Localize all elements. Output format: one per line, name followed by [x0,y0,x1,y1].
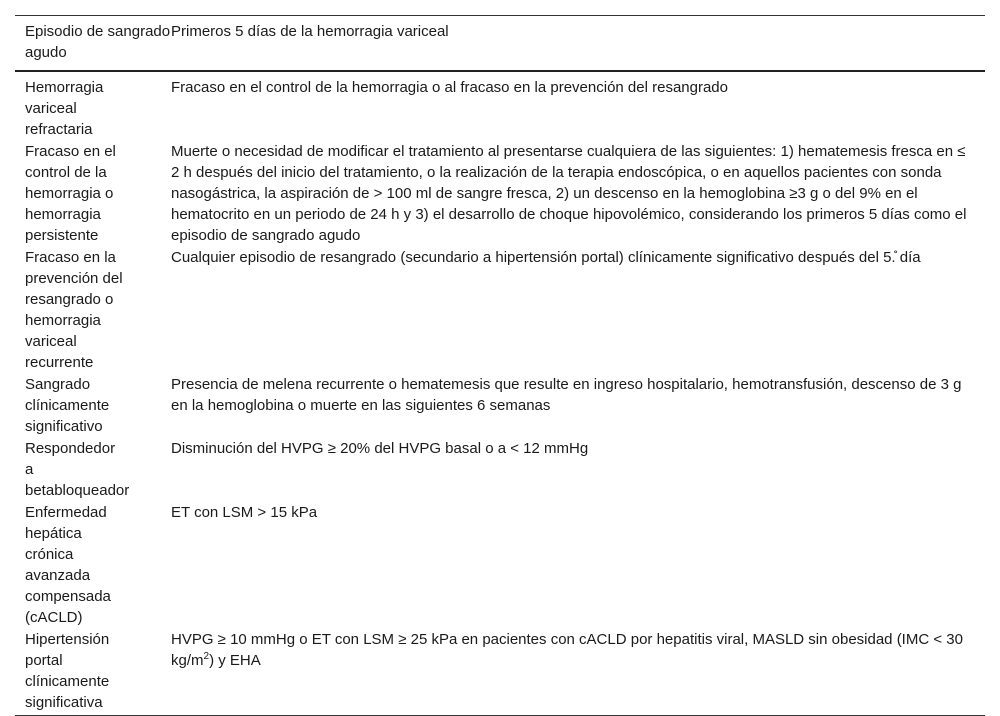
row-definition: Cualquier episodio de resangrado (secundario a hipertensión portal) clínicamente significativo después del 5.̊ día [171,249,921,266]
table-row [15,437,985,501]
table-row [15,246,985,373]
row-definition: Muerte o necesidad de modificar el tratamiento al presentarse cualquiera de las siguientes: 1) hematemesis fresca en ≤ 2 h después del inicio del tratamiento, o la realización de la terapia endoscópica, o en aquellos pacientes con sonda nasogástrica, la aspiración de > 100 ml de sangre fresca, 2) un descenso en la hemoglobina ≥3 g o del 9% en el hematocrito en un periodo de 24 h y 3) el desarrollo de choque hipovolémico, considerando los primeros 5 días como el episodio de sangrado agudo [171,143,967,244]
header-term: Episodio de sangrado agudo [25,23,171,61]
table-row [15,74,985,140]
table-header-row [15,16,985,72]
table-row [15,501,985,628]
row-term: Fracaso en el control de la hemorragia o hemorragia persistente [25,143,116,244]
row-term: Sangrado clínicamente significativo [25,376,110,435]
row-term: Hemorragia variceal refractaria [25,79,104,138]
row-definition: Presencia de melena recurrente o hematemesis que resulte en ingreso hospitalario, hemotransfusión, descenso de 3 g en la hemoglobina o muerte en las siguientes 6 semanas [171,376,962,414]
definitions-table [15,15,985,716]
row-term: Hipertensión portal clínicamente significativa [25,631,110,711]
row-definition: Fracaso en el control de la hemorragia o al fracaso en la prevención del resangrado [171,79,728,96]
table-row [15,140,985,246]
table-row [15,373,985,437]
definition-text: HVPG ≥ 10 mmHg o ET con LSM ≥ 25 kPa en pacientes con cACLD por hepatitis viral, MASLD sin obesidad (IMC < 30 kg/m [171,631,963,669]
header-definition: Primeros 5 días de la hemorragia variceal [171,23,449,40]
table-row [15,628,985,715]
superscript: 2 [203,651,210,662]
row-term: Respondedor a betabloqueador [25,440,130,499]
row-definition: ET con LSM > 15 kPa [171,504,318,521]
row-term: Fracaso en la prevención del resangrado o hemorragia variceal recurrente [25,249,123,371]
row-term: Enfermedad hepática crónica avanzada compensada (cACLD) [25,504,111,626]
definition-text: ) y EHA [209,652,261,669]
row-definition [171,629,985,713]
row-definition: Disminución del HVPG ≥ 20% del HVPG basal o a < 12 mmHg [171,440,589,457]
